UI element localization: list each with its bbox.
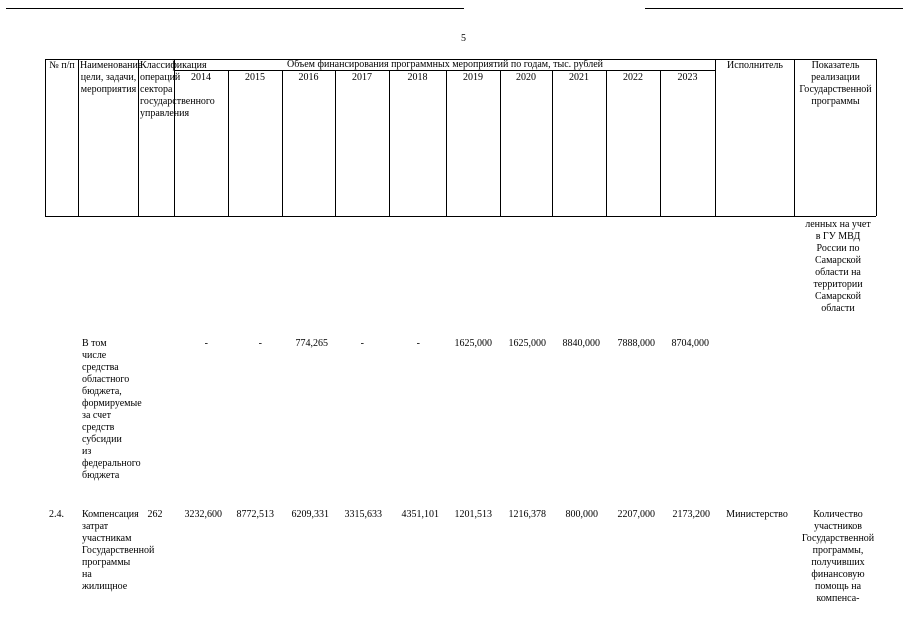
row-indicator: Количество участников Государственной программы, получивших финансовую помощь на компенса- — [801, 509, 875, 604]
header-num: № п/п — [49, 60, 75, 71]
header-indicator: Показатель реализации Государственной программы — [799, 60, 872, 107]
row-class: 262 — [147, 509, 163, 520]
header-year: 2016 — [298, 72, 319, 83]
header-executor: Исполнитель — [727, 60, 783, 71]
header-funding: Объем финансирования программных мероприятий по годам, тыс. рублей — [286, 59, 603, 70]
page-number: 5 — [461, 33, 466, 44]
header-year: 2023 — [677, 72, 698, 83]
header-year: 2022 — [623, 72, 643, 83]
header-name: Наименование цели, задачи, мероприятия — [80, 60, 143, 95]
row-value: 8772,513 — [236, 509, 274, 520]
row-value: 8704,000 — [671, 338, 709, 349]
row-name: Компенсация затрат участникам Государственной программы на жилищное — [82, 509, 155, 592]
row-value: 800,000 — [565, 509, 598, 520]
header-class: Классификация операций сектора государственного управления — [140, 60, 215, 119]
header-year: 2021 — [569, 72, 589, 83]
table-header — [45, 59, 876, 216]
header-year: 2019 — [463, 72, 483, 83]
continued-indicator: ленных на учет в ГУ МВД России по Самарской области на территории Самарской области — [805, 219, 871, 314]
row-value: 2207,000 — [617, 509, 655, 520]
row-num: 2.4. — [49, 509, 64, 520]
top-rule-left — [6, 8, 464, 9]
row-value: 6209,331 — [291, 509, 329, 520]
header-year: 2014 — [191, 72, 211, 83]
top-rule-right — [645, 8, 903, 9]
row-value: - — [258, 338, 262, 349]
header-year: 2017 — [352, 72, 372, 83]
row-value: 4351,101 — [401, 509, 439, 520]
header-bottom-border — [45, 216, 876, 217]
row-name: В том числе средства областного бюджета, формируемые за счет средств субсидии из федерального бюджета — [82, 338, 142, 481]
row-value: 3315,633 — [344, 509, 382, 520]
header-year: 2020 — [516, 72, 536, 83]
row-value: - — [204, 338, 208, 349]
row-executor: Министерство — [726, 509, 788, 520]
row-value: 1216,378 — [508, 509, 546, 520]
row-value: 1625,000 — [508, 338, 546, 349]
header-year: 2018 — [407, 72, 428, 83]
row-value: 2173,200 — [672, 509, 710, 520]
row-value: 774,265 — [295, 338, 328, 349]
row-value: 7888,000 — [617, 338, 655, 349]
row-value: 3232,600 — [184, 509, 222, 520]
row-value: 8840,000 — [562, 338, 600, 349]
header-year: 2015 — [245, 72, 265, 83]
row-value: - — [360, 338, 364, 349]
row-value: - — [416, 338, 420, 349]
row-value: 1625,000 — [454, 338, 492, 349]
row-value: 1201,513 — [454, 509, 492, 520]
